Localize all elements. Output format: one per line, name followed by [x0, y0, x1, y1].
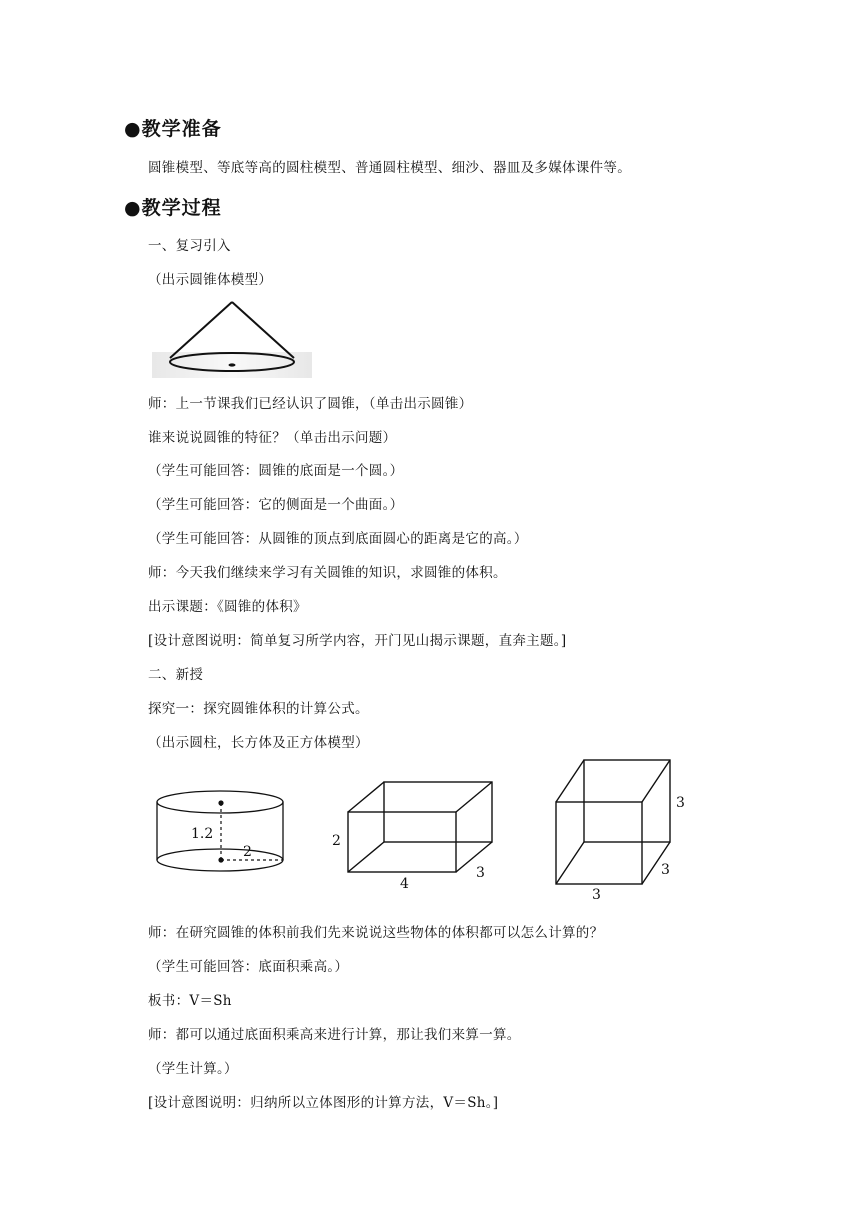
- line-answer-3: （学生可能回答：从圆锥的顶点到底面圆心的距离是它的高。）: [148, 531, 528, 547]
- cube-side-edge-label: 3: [661, 862, 670, 878]
- cuboid-width-label: 3: [476, 865, 485, 881]
- line-answer-4: （学生可能回答：底面积乘高。）: [148, 959, 349, 975]
- line-teacher-1: 师：上一节课我们已经认识了圆锥，（单击出示圆锥）: [148, 396, 473, 412]
- cube-bottom-edge-label: 3: [592, 887, 601, 903]
- cube-figure: [548, 756, 694, 906]
- line-students-calc: （学生计算。）: [148, 1061, 238, 1077]
- cylinder-radius-label: 2: [243, 844, 252, 860]
- line-topic: 出示课题：《圆锥的体积》: [148, 599, 307, 615]
- line-answer-1: （学生可能回答：圆锥的底面是一个圆。）: [148, 463, 404, 479]
- section-title-prep: ●教学准备: [124, 118, 222, 140]
- line-board: 板书：V＝Sh: [148, 993, 232, 1009]
- line-show-cone: （出示圆锥体模型）: [148, 272, 273, 288]
- line-design-note-2: [设计意图说明：归纳所以立体图形的计算方法，V＝Sh。]: [148, 1095, 499, 1111]
- line-new-lesson: 二、新授: [148, 667, 204, 683]
- prep-text: 圆锥模型、等底等高的圆柱模型、普通圆柱模型、细沙、器皿及多媒体课件等。: [148, 160, 631, 176]
- line-explore-1: 探究一：探究圆锥体积的计算公式。: [148, 701, 369, 717]
- line-teacher-3: 师：在研究圆锥的体积前我们先来说说这些物体的体积都可以怎么计算的？: [148, 925, 604, 941]
- line-answer-2: （学生可能回答：它的侧面是一个曲面。）: [148, 497, 404, 513]
- cylinder-height-label: 1.2: [191, 826, 214, 842]
- cone-figure: [152, 296, 312, 380]
- section-title-process: ●教学过程: [124, 197, 222, 219]
- cuboid-length-label: 4: [400, 876, 409, 892]
- cylinder-figure: [150, 786, 296, 882]
- cube-top-edge-label: 3: [676, 795, 685, 811]
- line-teacher-2: 师：今天我们继续来学习有关圆锥的知识，求圆锥的体积。: [148, 565, 507, 581]
- cuboid-height-label: 2: [332, 833, 341, 849]
- line-question: 谁来说说圆锥的特征？（单击出示问题）: [148, 430, 397, 446]
- cuboid-figure: [328, 778, 500, 894]
- line-design-note-1: [设计意图说明：简单复习所学内容，开门见山揭示课题，直奔主题。]: [148, 633, 567, 649]
- line-teacher-4: 师：都可以通过底面积乘高来进行计算，那让我们来算一算。: [148, 1027, 521, 1043]
- line-show-models: （出示圆柱，长方体及正方体模型）: [148, 735, 369, 751]
- line-review-intro: 一、复习引入: [148, 238, 231, 254]
